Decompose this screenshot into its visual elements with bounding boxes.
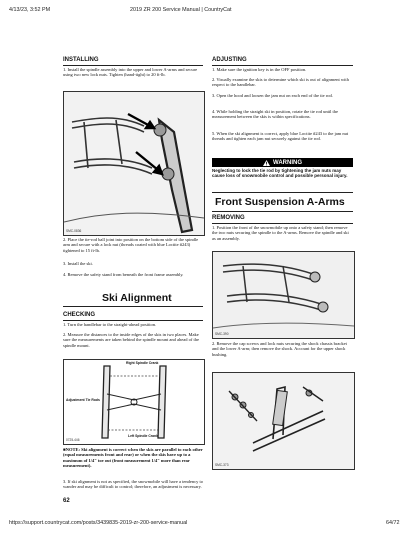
checking-rule [63,320,203,321]
front-suspension-title: Front Suspension A-Arms [215,196,345,208]
left-spindle-crank-label: Left Spindle Crank [128,434,158,438]
installing-rule [63,65,203,66]
page-number: 62 [63,498,70,504]
installing-heading: INSTALLING [63,57,99,63]
checking-step-3: 3. If ski alignment is not as specified, the snowmobile will have a tendency to wander and may be difficult to control; therefore, an adjustment is necessary. [63,479,203,490]
removing-rule [212,223,353,224]
print-timestamp: 4/13/23, 3:52 PM [9,7,51,13]
ski-alignment-title: Ski Alignment [102,292,172,304]
front-suspension-bottom-rule [212,211,353,212]
warning-triangle-icon [263,160,270,166]
ski-alignment-rule [63,306,203,307]
print-url: https://support.countrycat.com/posts/3439835-2019-zr-200-service-manual [9,520,188,526]
print-page-count: 64/72 [386,520,400,526]
fig4-caption: SMC-373 [215,463,229,467]
fig2-caption: 0725-446 [66,438,80,442]
adjusting-step-1: 1. Make sure the ignition key is in the OFF position. [212,67,307,72]
checking-step-2: 2. Measure the distances to the inside edges of the skis in two places. Make sure the measurements are taken behind the spindle mount and ahead of the spindle mount. [63,332,199,348]
shock-removal-figure [212,372,355,470]
warning-text: Neglecting to lock the tie rod by tightening the jam nuts may cause loss of snowmobile control and possible personal injury. [212,168,348,179]
adjusting-step-5: 5. When the ski alignment is correct, apply blue Loctite #243 to the jam nut threads and tighten each jam nut securely against the tie rod. [212,131,349,142]
fig1-caption: SMC-0836 [66,229,82,233]
adjusting-step-3: 3. Open the hood and loosen the jam nut on each end of the tie rod. [212,93,333,98]
installing-step-3: 3. Install the ski. [63,261,93,266]
ski-alignment-figure [63,359,205,445]
spindle-install-figure [63,91,205,236]
front-suspension-top-rule [212,192,353,193]
removing-step-2: 2. Remove the cap screws and lock nuts securing the shock chassis bracket and the lower A-arm; then remove the shock. Account for the upper shock bushing. [212,341,347,357]
warning-banner [212,158,353,167]
removing-step-1: 1. Position the front of the snowmobile up onto a safety stand; then remove the two nuts securing the spindle to the A-arms. Remove the spindle and ski as an assembly. [212,225,349,241]
right-spindle-crank-label: Right Spindle Crank [126,361,159,365]
checking-step-1: 1. Turn the handlebar to the straight-ahead position. [63,322,157,327]
adjusting-step-4: 4. While holding the straight ski in position, rotate the tie rod until the measurement between the skis is within specifications. [212,109,339,120]
adjustment-tie-rods-label: Adjustment Tie Rods [66,398,100,402]
spindle-install-illustration [64,92,204,235]
fig3-caption: SMC-390 [215,332,229,336]
adjusting-rule [212,65,353,66]
removing-heading: REMOVING [212,215,245,221]
installing-step-2: 2. Place the tie-rod ball joint into position on the bottom side of the spindle arm and secure with a lock nut (threads coated with blue Loctite #243) tightened to 15 ft-lb. [63,237,199,253]
print-title: 2019 ZR 200 Service Manual | CountryCat [130,7,232,13]
adjusting-step-2: 2. Visually examine the skis to determine which ski is out of alignment with respect to the handlebar. [212,77,349,88]
checking-heading: CHECKING [63,312,96,318]
shock-removal-illustration [213,373,354,469]
ski-alignment-illustration [64,360,204,444]
installing-step-1: 1. Install the spindle assembly into the upper and lower A-arms and secure using two new lock nuts. Tighten (hand-tight) to 20 ft-lb. [63,67,198,78]
warning-label: WARNING [273,159,302,166]
spindle-removal-illustration [213,252,354,338]
ski-alignment-note: ■NOTE: Ski alignment is correct when the skis are parallel to each other (equal measurements front and rear) or when the skis have up to a maximum of 1/4" toe out (front measurement 1/4" more than rear measurement). [63,447,203,468]
installing-step-4: 4. Remove the safety stand from beneath the front frame assembly. [63,272,184,277]
spindle-removal-figure [212,251,355,339]
adjusting-heading: ADJUSTING [212,57,247,63]
